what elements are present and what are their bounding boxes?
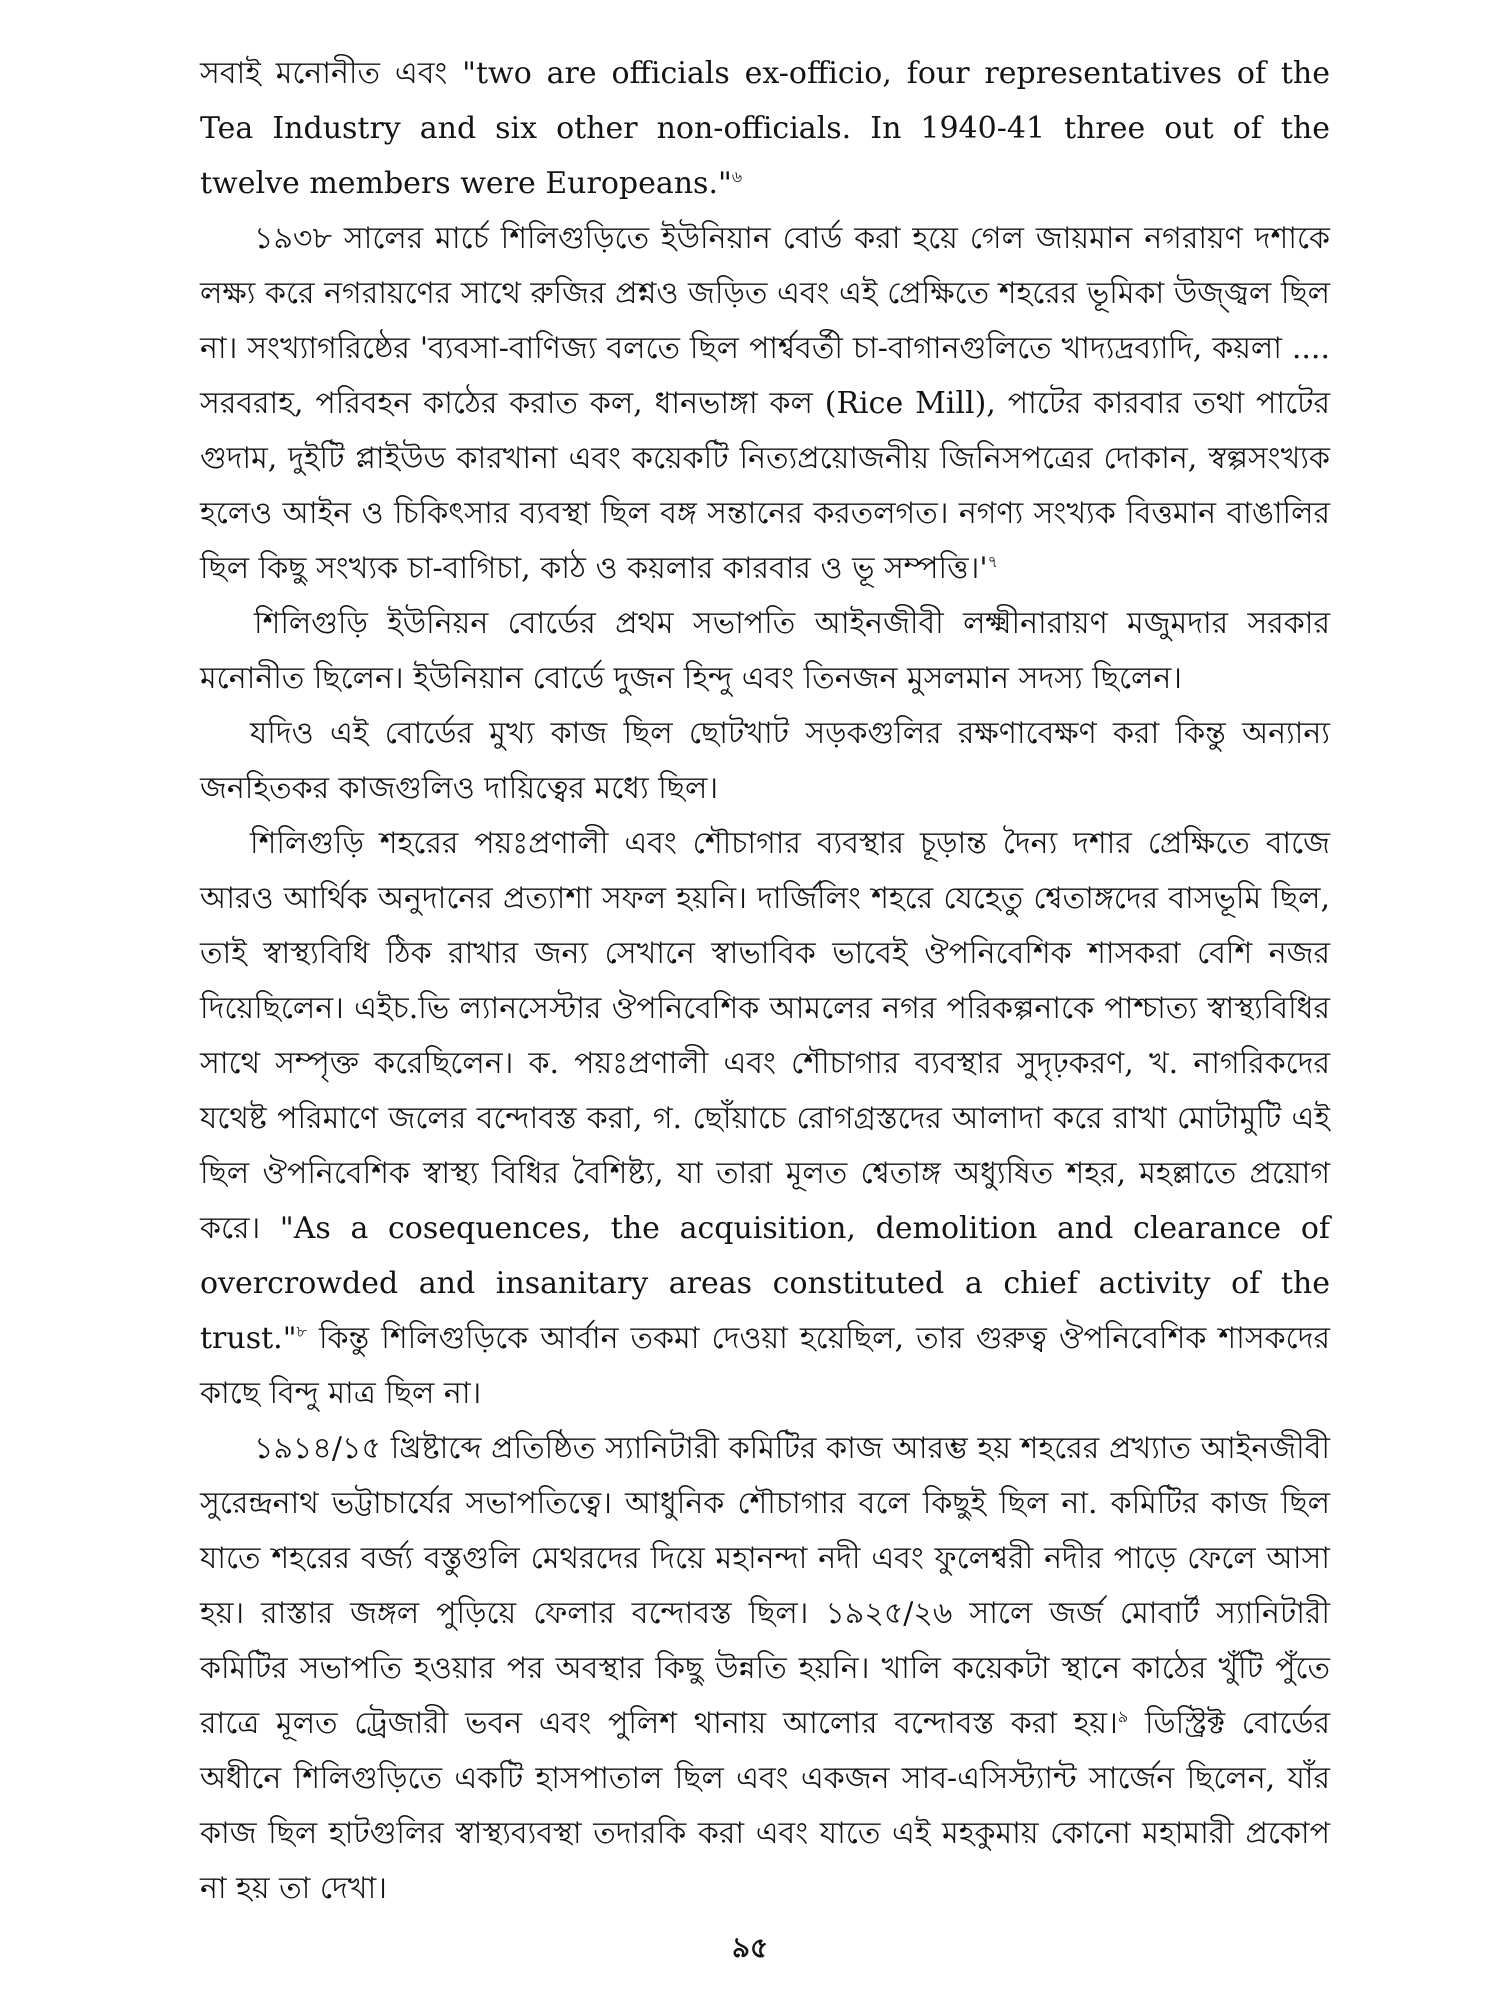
paragraph-text: শিলিগুড়ি শহরের পয়ঃপ্রণালী এবং শৌচাগার ব্যবস্থার চূড়ান্ত দৈন্য দশার প্রেক্ষিতে বাজে আরও আর্থিক অনুদানের প্রত্যাশা সফল হয়নি। দার্জিলিং শহরে যেহেতু শ্বেতাঙ্গদের বাসভূমি ছিল, তাই স্বাস্থ্যবিধি ঠিক রাখার জন্য সেখানে স্বাভাবিক ভাবেই ঔপনিবেশিক শাসকরা বেশি নজর দিয়েছিলেন। এইচ.ভি ল্যানসেস্টার ঔপনিবেশিক আমলের নগর পরিকল্পনাকে পাশ্চাত্য স্বাস্থ্যবিধির সাথে সম্পৃক্ত করেছিলেন। ক. পয়ঃপ্রণালী এবং শৌচাগার ব্যবস্থার সুদৃঢ়করণ, খ. নাগরিকদের যথেষ্ট পরিমাণে জলের বন্দোবস্ত করা, গ. ছোঁয়াচে রোগগ্রস্তদের আলাদা করে রাখা মোটামুটি এই ছিল ঔপনিবেশিক স্বাস্থ্য বিধির বৈশিষ্ট্য, যা তারা মূলত শ্বেতাঙ্গ অধ্যুষিত শহর, মহল্লাতে প্রয়োগ করে। "As a cosequences, the acquisition, demolition and clearance of overcrowded and insanitary areas constituted a chief activity of the trust." (200, 826, 1330, 1356)
paragraph-2 (200, 211, 1330, 596)
paragraph-4 (200, 706, 1330, 816)
body-text (200, 46, 1330, 1916)
paragraph-6 (200, 1421, 1330, 1916)
paragraph-3 (200, 596, 1330, 706)
page-number: ৯৫ (731, 1931, 769, 1964)
footnote-marker: ৬ (731, 167, 743, 186)
paragraph-text: ১৯১৪/১৫ খ্রিষ্টাব্দে প্রতিষ্ঠিত স্যানিটারী কমিটির কাজ আরম্ভ হয় শহরের প্রখ্যাত আইনজীবী সুরেন্দ্রনাথ ভট্টাচার্যের সভাপতিত্বে। আধুনিক শৌচাগার বলে কিছুই ছিল না. কমিটির কাজ ছিল যাতে শহরের বর্জ্য বস্তুগুলি মেথরদের দিয়ে মহানন্দা নদী এবং ফুলেশ্বরী নদীর পাড়ে ফেলে আসা হয়। রাস্তার জঙ্গল পুড়িয়ে ফেলার বন্দোবস্ত ছিল। ১৯২৫/২৬ সালে জর্জ মোবার্ট স্যানিটারী কমিটির সভাপতি হওয়ার পর অবস্থার কিছু উন্নতি হয়নি। খালি কয়েকটা স্থানে কাঠের খুঁটি পুঁতে রাত্রে মূলত ট্রেজারী ভবন এবং পুলিশ থানায় আলোর বন্দোবস্ত করা হয়। (200, 1431, 1330, 1741)
paragraph-text: ১৯৩৮ সালের মার্চে শিলিগুড়িতে ইউনিয়ান বোর্ড করা হয়ে গেল জায়মান নগরায়ণ দশাকে লক্ষ্য করে নগরায়ণের সাথে রুজির প্রশ্নও জড়িত এবং এই প্রেক্ষিতে শহরের ভূমিকা উজ্জ্বল ছিল না। সংখ্যাগরিষ্ঠের 'ব্যবসা-বাণিজ্য বলতে ছিল পার্শ্ববর্তী চা-বাগানগুলিতে খাদ্যদ্রব্যাদি, কয়লা .... সরবরাহ, পরিবহন কাঠের করাত কল, ধানভাঙ্গা কল (Rice Mill), পাটের কারবার তথা পাটের গুদাম, দুইটি প্লাইউড কারখানা এবং কয়েকটি নিত্যপ্রয়োজনীয় জিনিসপত্রের দোকান, স্বল্পসংখ্যক হলেও আইন ও চিকিৎসার ব্যবস্থা ছিল বঙ্গ সন্তানের করতলগত। নগণ্য সংখ্যক বিত্তমান বাঙালির ছিল কিছু সংখ্যক চা-বাগিচা, কাঠ ও কয়লার কারবার ও ভূ সম্পত্তি।' (200, 221, 1330, 586)
footnote-marker: ৭ (987, 552, 998, 571)
paragraph-text: শিলিগুড়ি ইউনিয়ন বোর্ডের প্রথম সভাপতি আইনজীবী লক্ষ্মীনারায়ণ মজুমদার সরকার মনোনীত ছিলেন। ইউনিয়ান বোর্ডে দুজন হিন্দু এবং তিনজন মুসলমান সদস্য ছিলেন। (200, 606, 1330, 696)
paragraph-text: যদিও এই বোর্ডের মুখ্য কাজ ছিল ছোটখাট সড়কগুলির রক্ষণাবেক্ষণ করা কিন্তু অন্যান্য জনহিতকর কাজগুলিও দায়িত্বের মধ্যে ছিল। (200, 716, 1330, 806)
paragraph-1 (200, 46, 1330, 211)
paragraph-text-continued: ডিস্ট্রিক্ট বোর্ডের অধীনে শিলিগুড়িতে একটি হাসপাতাল ছিল এবং একজন সাব-এসিস্ট্যান্ট সার্জেন ছিলেন, যাঁর কাজ ছিল হাটগুলির স্বাস্থ্যব্যবস্থা তদারকি করা এবং যাতে এই মহকুমায় কোনো মহামারী প্রকোপ না হয় তা দেখা। (200, 1706, 1330, 1906)
paragraph-5 (200, 816, 1330, 1421)
paragraph-text: সবাই মনোনীত এবং "two are officials ex-officio, four representatives of the Tea Industry and six other non-officials. In 1940-41 three out of the twelve members were Europeans." (200, 56, 1330, 201)
paragraph-text-continued: কিন্তু শিলিগুড়িকে আর্বান তকমা দেওয়া হয়েছিল, তার গুরুত্ব ঔপনিবেশিক শাসকদের কাছে বিন্দু মাত্র ছিল না। (200, 1321, 1330, 1411)
footnote-marker: ৮ (296, 1322, 307, 1341)
footnote-marker: ৯ (1117, 1707, 1129, 1726)
